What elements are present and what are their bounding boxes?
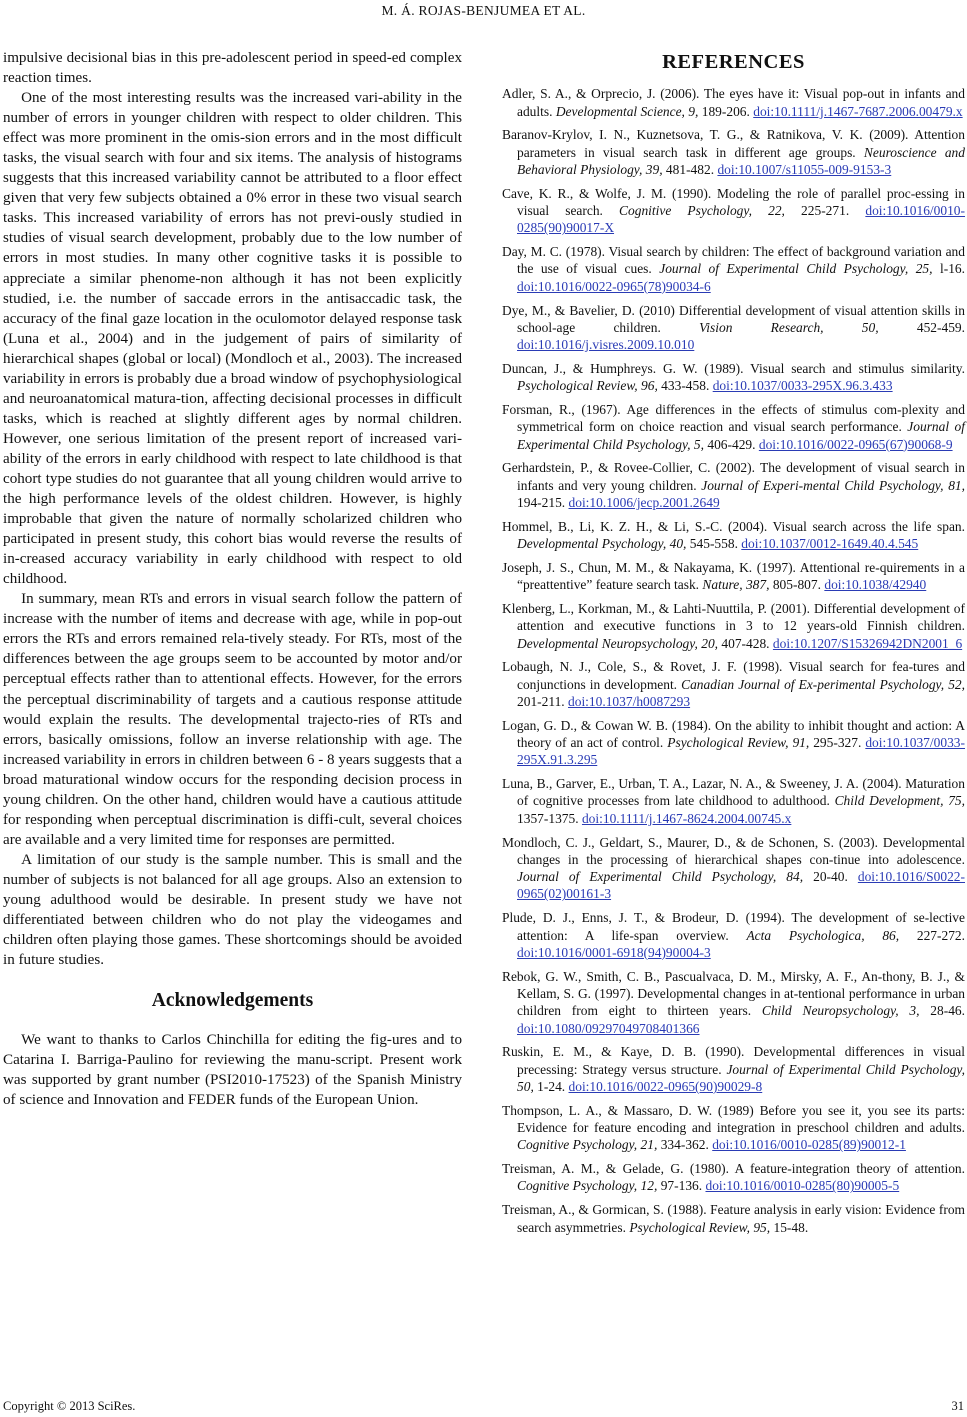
- reference-journal: Developmental Neuropsychology, 20,: [517, 635, 719, 651]
- references-heading: REFERENCES: [662, 51, 805, 73]
- body-paragraph: A limitation of our study is the sample number. This is small and the number of subjects is not balanced for all age groups. Also an extension to young adulthood would be desirable. In present study we have not differentiated between children who do not play the videogames and children often playing those games. These shortcomings should be avoided in future studies.: [3, 851, 462, 969]
- reference-pages: 545-558.: [686, 536, 742, 552]
- reference-journal: Vision Research, 50,: [699, 319, 879, 335]
- reference-doi-link[interactable]: doi:10.1037/h0087293: [568, 694, 691, 709]
- reference-text: Luna, B., Garver, E., Urban, T. A., Lazar, N. A., & Sweeney, J. A. (2004). Maturation of cognitive processes from late childhood to adulthood.: [502, 776, 965, 809]
- reference-text: Plude, D. J., Enns, J. T., & Brodeur, D. (1994). The development of se-lective attention: A life-span overview.: [502, 910, 965, 943]
- acknowledgements-heading: Acknowledgements: [151, 990, 314, 1012]
- reference-doi-link[interactable]: doi:10.1038/42940: [824, 577, 927, 593]
- reference-pages: 406-429.: [703, 436, 759, 452]
- reference-item: [502, 968, 965, 1037]
- reference-doi-link[interactable]: doi:10.1016/S0022-0965(02)00161-3: [517, 869, 965, 902]
- reference-journal: Neuroscience and Behavioral Physiology, 39,: [517, 144, 965, 177]
- reference-text: Ruskin, E. M., & Kaye, D. B. (1990). Developmental differences in visual precessing: Strategy versus structure.: [502, 1044, 965, 1077]
- reference-text: Dye, M., & Bavelier, D. (2010) Differential development of visual attention skills in school-age children.: [502, 302, 965, 335]
- reference-doi-link[interactable]: doi:10.1016/j.visres.2009.10.010: [517, 337, 695, 353]
- reference-pages: 805-807.: [769, 577, 825, 593]
- reference-item: [502, 185, 965, 237]
- reference-pages: 1-24.: [533, 1078, 569, 1094]
- reference-text: Logan, G. D., & Cowan W. B. (1984). On the ability to inhibit thought and action: A theory of an act of control.: [502, 717, 965, 751]
- reference-item: [502, 1102, 965, 1154]
- reference-pages: 1357-1375.: [517, 810, 582, 826]
- reference-pages: 225-271.: [784, 203, 866, 219]
- reference-journal: Journal of Experimental Child Psychology, 84,: [517, 869, 804, 885]
- reference-doi-link[interactable]: doi:10.1016/0022-0965(90)90029-8: [568, 1078, 763, 1094]
- body-paragraph: In summary, mean RTs and errors in visual search follow the pattern of increase with the number of items and decrease with age, while in pop-out errors the RTs and errors remained rela-tively steady. For RTs, most of the differences between the age groups seem to be accounted by motor and/or perceptual effects rather than to attentional effects. However, for the errors the perceptual discriminability of targets and a cautious response attitude would explain the results. The developmental trajecto-ries of RTs and errors, basically omissions, follow an inverse relationship with age. The increased variability in errors in children between 6 - 8 years suggests that a broad maturational window occurs for the responding decision process in young children. On the other hand, children would have a cautious attitude for responding when perceptual discrimination is diffi-cult, several choices are available and a very limited time for responses are permitted.: [3, 591, 462, 848]
- reference-doi-link[interactable]: doi:10.1016/0010-0285(90)90017-X: [517, 203, 966, 236]
- reference-journal: Cognitive Psychology, 22,: [619, 203, 785, 219]
- page-number: 31: [951, 1399, 964, 1413]
- reference-journal: Child Development, 75,: [834, 793, 965, 809]
- reference-doi-link[interactable]: doi:10.1111/j.1467-8624.2004.00745.x: [581, 810, 792, 826]
- reference-text: Baranov-Krylov, I. N., Kuznetsova, T. G., & Ratnikova, V. K. (2009). Attention parameters in visual search task in different age groups.: [502, 127, 965, 160]
- reference-pages: 433-458.: [657, 378, 713, 394]
- acknowledgements-paragraph: We want to thanks to Carlos Chinchilla for editing the fig-ures and to Catarina I. Barriga-Paulino for reviewing the manu-script. Present work was supported by grant number (PSI2010-17523) of the Spanish Ministry of science and Innovation and FEDER funds of the European Union.: [3, 1032, 462, 1109]
- reference-text: Lobaugh, N. J., Cole, S., & Rovet, J. F. (1998). Visual search for fea-tures and conjunctions in development.: [502, 659, 965, 692]
- body-paragraph: One of the most interesting results was the increased vari-ability in the number of errors in younger children with respect to older children. This effect was more prominent in the omis-sion errors and in the most difficult tasks, the visual search with four and six items. The analysis of histograms suggests that this increased variability cannot be attributed to a floor effect given that very few subjects obtained a 0% error in these two visual search tasks. This increased variability of errors has not previ-ously studied in studies of visual search development, probably due to the low number of errors in most studies. In many other cognitive tasks it is possible to appreciate a similar phenome-non although it has not been explicitly studied, i.e. the number of saccade errors in the antisaccadic task, the accuracy of the final gaze location in the oculomotor delayed response task (Luna et al., 2004) and in the judgement of pairs of similarity of hierarchical shapes (global or local) (Mondloch et al., 2003). The increased variability in errors is probably due a broad window of psychophysiological and neuroanatomical matura-tion, affecting decisional processes in difficult tasks, which is reached at slightly different ages by normal children. However, one serious limitation of the present report of increased vari-ability of the errors in early childhood with respect to late childhood is that cohort type studies do not guarantee that all young children would arrive to the high performance levels of the oldest children. However, is highly improbable that given the nature of normally scholarized children who participated in present study, this cohort bias would reverse the results of in-creased accuracy variability in early childhood with respect to old childhood.: [3, 90, 462, 588]
- reference-text: Adler, S. A., & Orprecio, J. (2006). The eyes have it: Visual pop-out in infants and adults.: [502, 86, 965, 119]
- reference-journal: Journal of Experi-mental Child Psychology, 81,: [701, 477, 965, 493]
- reference-item: [502, 717, 965, 769]
- reference-doi-link[interactable]: doi:10.1007/s11055-009-9153-3: [717, 161, 892, 177]
- reference-doi-link[interactable]: doi:10.1006/jecp.2001.2649: [568, 495, 720, 511]
- reference-pages: 201-211.: [517, 694, 569, 709]
- reference-text: Gerhardstein, P., & Rovee-Collier, C. (2002). The development of visual search in infants and very young children.: [502, 460, 965, 493]
- reference-journal: Journal of Experimental Child Psychology, 50,: [517, 1061, 965, 1094]
- reference-item: [502, 658, 965, 710]
- reference-item: [502, 401, 965, 453]
- body-paragraph: impulsive decisional bias in this pre-adolescent period in speed-ed complex reaction times.: [3, 50, 462, 87]
- reference-pages: 189-206.: [698, 103, 754, 119]
- reference-list: [502, 85, 965, 1236]
- reference-pages: 452-459.: [878, 319, 965, 335]
- reference-item: [502, 1160, 965, 1195]
- reference-pages: 20-40.: [803, 869, 858, 885]
- references-column: [502, 51, 966, 1242]
- reference-pages: 97-136.: [657, 1178, 706, 1194]
- reference-item: [502, 600, 965, 652]
- reference-journal: Psychological Review, 91,: [667, 735, 810, 751]
- reference-pages: l-16.: [932, 261, 965, 277]
- reference-journal: Acta Psychologica, 86,: [746, 927, 900, 943]
- reference-journal: Developmental Psychology, 40,: [517, 536, 687, 552]
- reference-doi-link[interactable]: doi:10.1016/0010-0285(80)90005-5: [705, 1178, 900, 1194]
- reference-text: Thompson, L. A., & Massaro, D. W. (1989) Before you see it, you see its parts: Evidence for feature encoding and integration in preschool children and adults.: [502, 1102, 965, 1136]
- reference-item: [502, 360, 965, 395]
- reference-pages: 15-48.: [770, 1219, 809, 1235]
- reference-doi-link[interactable]: doi:10.1037/0033-295X.91.3.295: [517, 735, 965, 768]
- reference-pages: 28-46.: [919, 1003, 965, 1019]
- reference-journal: Cognitive Psychology, 12,: [517, 1178, 658, 1194]
- reference-journal: Nature, 387,: [702, 577, 770, 593]
- reference-doi-link[interactable]: doi:10.1111/j.1467-7687.2006.00479.x: [753, 103, 963, 119]
- reference-item: [502, 85, 965, 120]
- reference-item: [502, 909, 965, 961]
- reference-doi-link[interactable]: doi:10.1016/0022-0965(67)90068-9: [758, 436, 953, 452]
- reference-journal: Psychological Review, 96,: [517, 378, 658, 394]
- reference-item: [502, 1201, 965, 1236]
- reference-item: [502, 126, 965, 178]
- reference-text: Mondloch, C. J., Geldart, S., Maurer, D., & de Schonen, S. (2003). Developmental changes in the processing of hierarchical shapes con-tinue into adolescence.: [502, 834, 965, 867]
- reference-text: Day, M. C. (1978). Visual search by children: The effect of background variation and the use of visual cues.: [502, 244, 965, 277]
- reference-item: [502, 243, 965, 295]
- reference-text: Hommel, B., Li, K. Z. H., & Li, S.-C. (2004). Visual search across the life span.: [502, 518, 965, 534]
- reference-journal: Canadian Journal of Ex-perimental Psychology, 52,: [681, 676, 965, 692]
- body-column: [3, 48, 462, 1110]
- reference-item: [502, 775, 965, 827]
- reference-doi-link[interactable]: doi:10.1207/S15326942DN2001_6: [772, 635, 963, 651]
- reference-item: [502, 459, 965, 511]
- reference-text: Klenberg, L., Korkman, M., & Lahti-Nuuttila, P. (2001). Differential development of attention and executive functions in 3 to 12 years-old Finnish children.: [502, 601, 965, 634]
- reference-pages: 295-327.: [809, 735, 866, 751]
- reference-text: Joseph, J. S., Chun, M. M., & Nakayama, K. (1997). Attentional re-quirements in a “preattentive” feature search task.: [502, 559, 965, 593]
- reference-doi-link[interactable]: doi:10.1037/0012-1649.40.4.545: [741, 536, 919, 552]
- reference-pages: 334-362.: [657, 1137, 713, 1153]
- reference-pages: 407-428.: [718, 635, 773, 651]
- reference-doi-link[interactable]: doi:10.1016/0010-0285(89)90012-1: [712, 1137, 906, 1153]
- reference-doi-link[interactable]: doi:10.1037/0033-295X.96.3.433: [712, 378, 893, 394]
- reference-text: Treisman, A. M., & Gelade, G. (1980). A feature-integration theory of attention.: [502, 1161, 965, 1177]
- reference-journal: Developmental Science, 9,: [555, 103, 699, 119]
- reference-journal: Journal of Experimental Child Psychology, 25,: [659, 261, 933, 277]
- reference-journal: Journal of Experimental Child Psychology, 5,: [517, 419, 965, 452]
- reference-item: [502, 559, 965, 594]
- reference-item: [502, 302, 965, 354]
- reference-journal: Psychological Review, 95,: [629, 1219, 771, 1235]
- reference-doi-link[interactable]: doi:10.1016/0001-6918(94)90004-3: [517, 944, 711, 960]
- reference-item: [502, 834, 965, 903]
- reference-journal: Cognitive Psychology, 21,: [517, 1137, 658, 1153]
- reference-pages: 227-272.: [899, 927, 966, 943]
- reference-text: Rebok, G. W., Smith, C. B., Pascualvaca, D. M., Mirsky, A. F., An-thony, B. J., & Kellam, S. G. (1997). Developmental changes in at-tentional performance in urban children from eight to thirteen years.: [502, 968, 965, 1019]
- reference-doi-link[interactable]: doi:10.1016/0022-0965(78)90034-6: [517, 278, 711, 294]
- reference-text: Treisman, A., & Gormican, S. (1988). Feature analysis in early vision: Evidence from search asymmetries.: [502, 1202, 965, 1235]
- reference-journal: Child Neuropsychology, 3,: [761, 1003, 920, 1019]
- reference-item: [502, 1043, 965, 1095]
- reference-pages: 194-215.: [517, 495, 569, 511]
- reference-pages: 481-482.: [662, 161, 718, 177]
- reference-text: Duncan, J., & Humphreys. G. W. (1989). Visual search and stimulus similarity.: [502, 360, 965, 376]
- reference-item: [502, 518, 965, 553]
- reference-doi-link[interactable]: doi:10.1080/09297049708401366: [517, 1020, 700, 1036]
- reference-text: Cave, K. R., & Wolfe, J. M. (1990). Modeling the role of parallel proc-essing in visual search.: [502, 185, 965, 219]
- copyright-notice: Copyright © 2013 SciRes.: [3, 1399, 136, 1413]
- running-head: M. Á. ROJAS-BENJUMEA ET AL.: [381, 3, 586, 18]
- reference-text: Forsman, R., (1967). Age differences in the effects of stimulus com-plexity and symmetrical form on choice reaction and visual search performance.: [502, 402, 965, 435]
